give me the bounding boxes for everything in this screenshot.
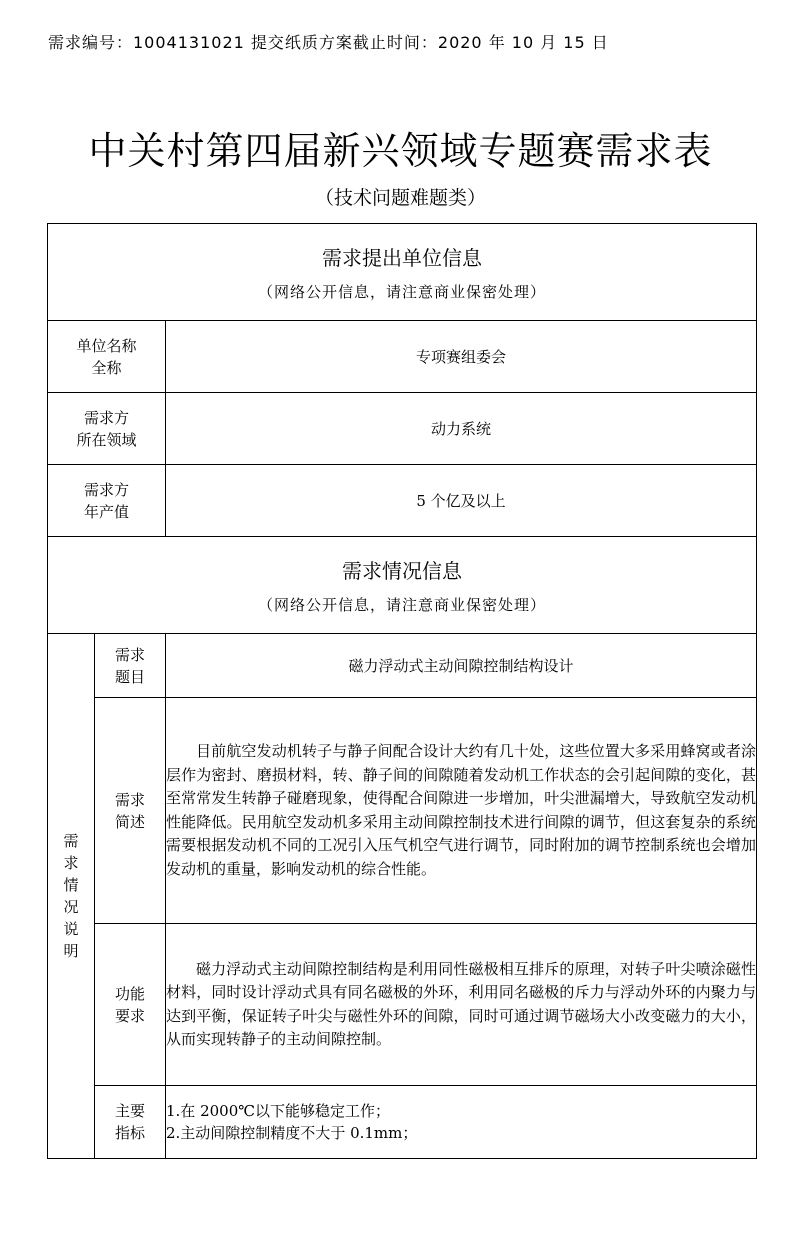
table-row <box>48 924 757 1086</box>
side-label-requirement-description: 需 求 情 况 说 明 <box>48 634 95 1159</box>
row-label: 主要 指标 <box>95 1086 166 1159</box>
indicator-line: 1.在 2000℃以下能够稳定工作； <box>166 1102 391 1120</box>
main-indicators-value <box>166 1086 757 1159</box>
functional-requirement-text: 磁力浮动式主动间隙控制结构是利用同性磁极相互排斥的原理，对转子叶尖喷涂磁性材料，同时设计浮动式具有同名磁极的外环，利用同名磁极的斥力与浮动外环的内聚力与达到平衡，保证转子叶尖与磁性外环的间隙，同时可通过调节磁场大小改变磁力的大小，从而实现转静子的主动间隙控制。 <box>166 924 757 1086</box>
document-subtitle: （技术问题难题类） <box>314 187 486 209</box>
indicator-line: 2.主动间隙控制精度不大于 0.1mm； <box>166 1124 418 1142</box>
table-row <box>48 1086 757 1159</box>
document-title: 中关村第四届新兴领域专题赛需求表 <box>88 129 713 173</box>
annual-output-value: 5 个亿及以上 <box>166 465 757 537</box>
section-note: （网络公开信息，请注意商业保密处理） <box>258 596 547 614</box>
row-label: 需求方 年产值 <box>48 465 166 537</box>
row-label: 需求方 所在领域 <box>48 393 166 465</box>
section-title: 需求提出单位信息 <box>322 246 483 270</box>
table-row <box>48 393 757 465</box>
table-row <box>48 698 757 924</box>
section-note: （网络公开信息，请注意商业保密处理） <box>258 283 547 301</box>
table-row <box>48 634 757 698</box>
requirement-number-line: 需求编号：1004131021 提交纸质方案截止时间：2020 年 10 月 15 日 <box>48 33 609 52</box>
section-header-requirement-info <box>48 537 757 634</box>
section-header-unit-info <box>48 224 757 321</box>
requirement-table <box>47 223 757 1159</box>
table-row <box>48 465 757 537</box>
row-label: 单位名称 全称 <box>48 321 166 393</box>
row-label: 功能 要求 <box>95 924 166 1086</box>
section-title: 需求情况信息 <box>342 559 463 583</box>
row-label: 需求 简述 <box>95 698 166 924</box>
requirement-summary-text: 目前航空发动机转子与静子间配合设计大约有几十处，这些位置大多采用蜂窝或者涂层作为密封、磨损材料，转、静子间的间隙随着发动机工作状态的会引起间隙的变化，甚至常常发生转静子碰磨现象，使得配合间隙进一步增加，叶尖泄漏增大，导致航空发动机性能降低。民用航空发动机多采用主动间隙控制技术进行间隙的调节，但这套复杂的系统需要根据发动机不同的工况引入压气机空气进行调节，同时附加的调节控制系统也会增加发动机的重量，影响发动机的综合性能。 <box>166 698 757 924</box>
row-label: 需求 题目 <box>95 634 166 698</box>
requirement-topic-value: 磁力浮动式主动间隙控制结构设计 <box>166 634 757 698</box>
section-header-row <box>48 224 757 321</box>
section-header-row <box>48 537 757 634</box>
table-row <box>48 321 757 393</box>
unit-name-value: 专项赛组委会 <box>166 321 757 393</box>
domain-value: 动力系统 <box>166 393 757 465</box>
